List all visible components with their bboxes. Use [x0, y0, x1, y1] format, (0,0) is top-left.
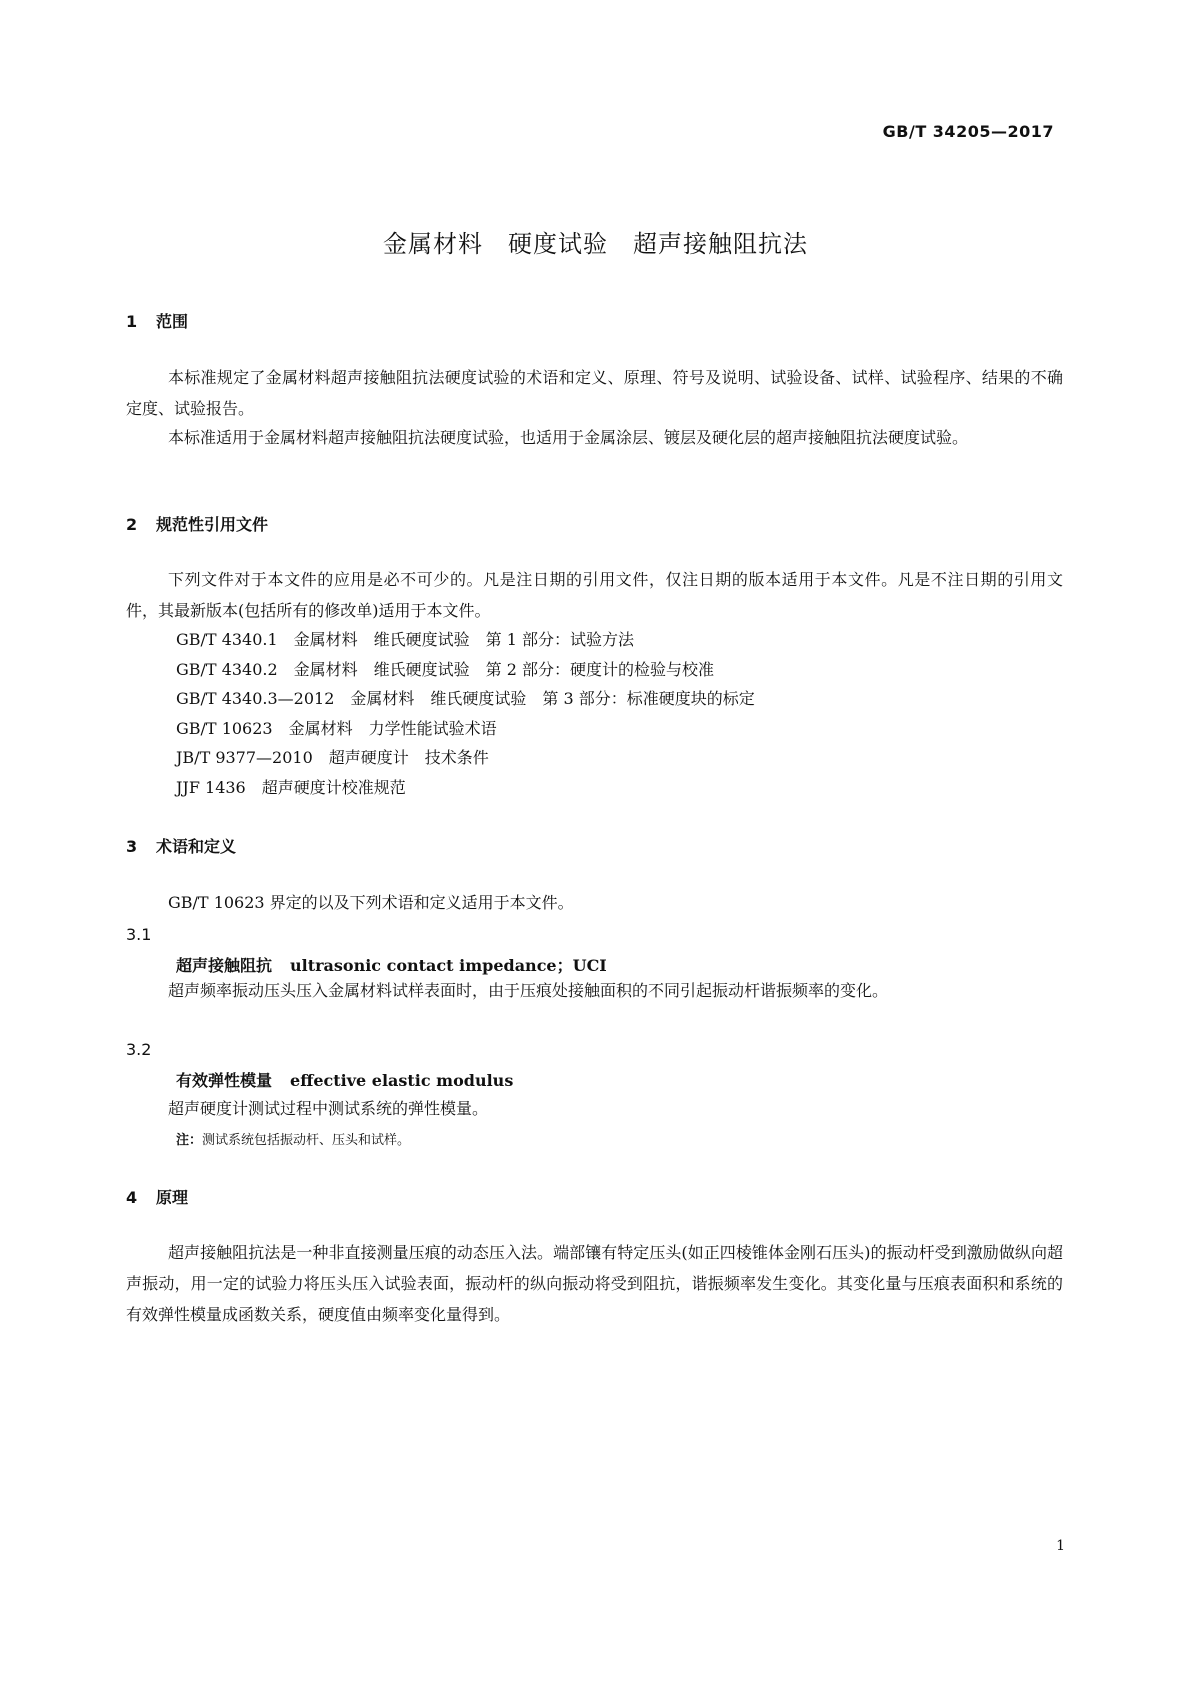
normative-reference: GB/T 4340.3—2012 金属材料 维氏硬度试验 第 3 部分：标准硬度块的标定 [176, 689, 755, 708]
note-label: 注： [176, 1133, 203, 1148]
term-english: effective elastic modulus [290, 1071, 514, 1090]
section-1-heading [126, 309, 188, 332]
note-text: 测试系统包括振动杆、压头和试样。 [202, 1133, 411, 1148]
section-3-heading [126, 834, 236, 857]
section-3-paragraph-1: GB/T 10623 界定的以及下列术语和定义适用于本文件。 [168, 893, 574, 912]
section-title: 规范性引用文件 [156, 515, 269, 534]
standard-code: GB/T 34205—2017 [882, 122, 1054, 141]
section-title: 范围 [156, 312, 189, 331]
section-number: 2 [126, 515, 138, 534]
section-1-paragraph-1: 本标准规定了金属材料超声接触阻抗法硬度试验的术语和定义、原理、符号及说明、试验设备、试样、试验程序、结果的不确定度、试验报告。 [126, 368, 1063, 418]
term-3-1 [176, 953, 607, 976]
section-1-paragraph-2: 本标准适用于金属材料超声接触阻抗法硬度试验，也适用于金属涂层、镀层及硬化层的超声接触阻抗法硬度试验。 [168, 428, 969, 447]
term-3-2-definition: 超声硬度计测试过程中测试系统的弹性模量。 [168, 1099, 489, 1118]
section-title: 原理 [156, 1188, 189, 1207]
normative-reference: JJF 1436 超声硬度计校准规范 [176, 778, 406, 797]
section-4-paragraph-1: 超声接触阻抗法是一种非直接测量压痕的动态压入法。端部镶有特定压头(如正四棱锥体金刚石压头)的振动杆受到激励做纵向超声振动，用一定的试验力将压头压入试验表面，振动杆的纵向振动将受到阻抗，谐振频率发生变化。其变化量与压痕表面积和系统的有效弹性模量成函数关系，硬度值由频率变化量得到。 [126, 1243, 1063, 1324]
normative-reference: GB/T 10623 金属材料 力学性能试验术语 [176, 719, 497, 738]
section-2-heading [126, 512, 268, 535]
term-3-2 [176, 1068, 513, 1091]
section-2-paragraph-1: 下列文件对于本文件的应用是必不可少的。凡是注日期的引用文件，仅注日期的版本适用于本文件。凡是不注日期的引用文件，其最新版本(包括所有的修改单)适用于本文件。 [126, 570, 1063, 620]
normative-reference: GB/T 4340.1 金属材料 维氏硬度试验 第 1 部分：试验方法 [176, 630, 635, 649]
term-3-2-number: 3.2 [126, 1040, 152, 1059]
term-english: ultrasonic contact impedance；UCI [290, 956, 607, 975]
normative-reference: GB/T 4340.2 金属材料 维氏硬度试验 第 2 部分：硬度计的检验与校准 [176, 660, 715, 679]
document-title: 金属材料 硬度试验 超声接触阻抗法 [383, 230, 808, 258]
page-number: 1 [1056, 1538, 1065, 1554]
normative-reference: JB/T 9377—2010 超声硬度计 技术条件 [176, 748, 489, 767]
term-3-1-definition: 超声频率振动压头压入金属材料试样表面时，由于压痕处接触面积的不同引起振动杆谐振频率的变化。 [168, 981, 889, 1000]
section-title: 术语和定义 [156, 837, 237, 856]
section-4-heading [126, 1185, 188, 1208]
note [176, 1129, 410, 1148]
section-number: 1 [126, 312, 138, 331]
term-3-1-number: 3.1 [126, 925, 152, 944]
term-chinese: 有效弹性模量 [176, 1071, 273, 1090]
section-number: 4 [126, 1188, 138, 1207]
section-number: 3 [126, 837, 138, 856]
term-chinese: 超声接触阻抗 [176, 956, 273, 975]
